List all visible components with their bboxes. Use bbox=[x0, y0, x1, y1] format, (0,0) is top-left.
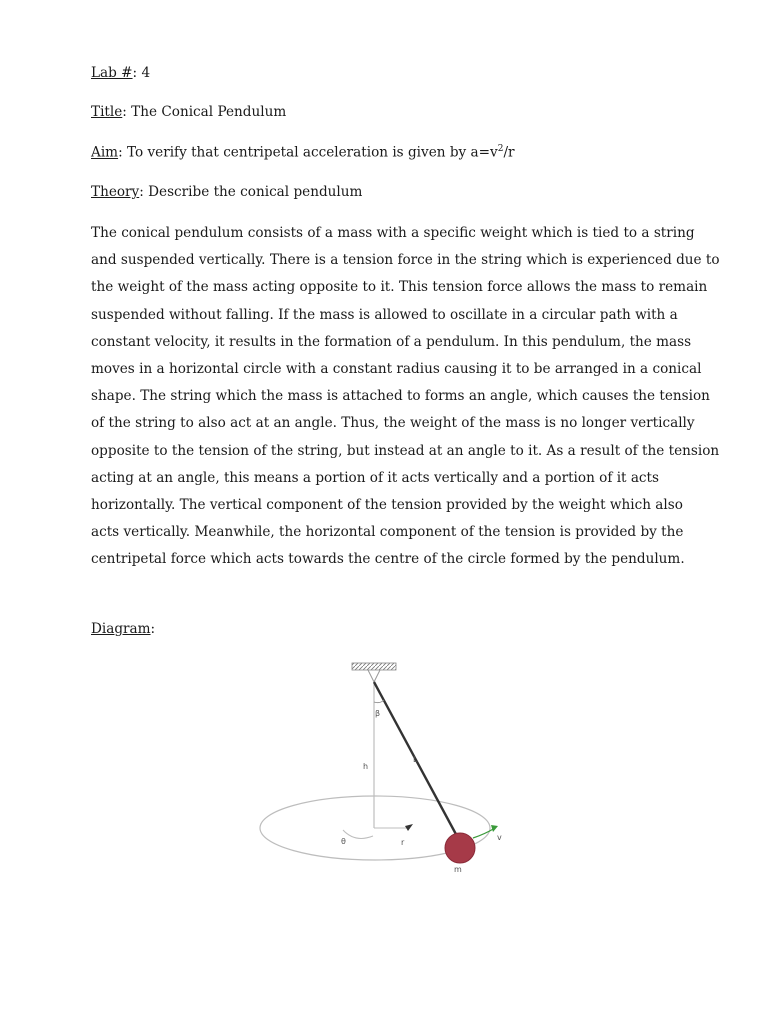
length-label: L bbox=[413, 755, 418, 764]
paragraph-line: and suspended vertically. There is a tension force in the string which is experienced due to bbox=[91, 252, 720, 269]
height-label: h bbox=[363, 762, 369, 771]
paragraph-line: the weight of the mass acting opposite to it. This tension force allows the mass to remain bbox=[91, 279, 708, 296]
theta-arc bbox=[343, 830, 373, 838]
diagram-heading bbox=[91, 621, 155, 637]
paragraph-line: The conical pendulum consists of a mass with a specific weight which is tied to a string bbox=[91, 225, 695, 241]
lab-number bbox=[91, 65, 150, 81]
aim-label: Aim bbox=[91, 144, 119, 161]
aim-superscript: 2 bbox=[497, 144, 504, 154]
diagram-label: Diagram bbox=[91, 621, 151, 637]
ceiling-support bbox=[352, 663, 396, 670]
velocity-arrow-icon bbox=[491, 825, 498, 832]
theory-label: Theory bbox=[91, 184, 140, 200]
paragraph-line: suspended without falling. If the mass is allowed to oscillate in a circular path with a bbox=[91, 306, 678, 323]
theta-label: θ bbox=[341, 837, 346, 846]
paragraph-line: opposite to the tension of the string, but instead at an angle to it. As a result of the tension bbox=[91, 442, 720, 459]
theory-value: : Describe the conical pendulum bbox=[139, 184, 363, 200]
paragraph-line: constant velocity, it results in the formation of a pendulum. In this pendulum, the mass bbox=[91, 333, 692, 350]
paragraph-line: of the string to also act at an angle. Thus, the weight of the mass is no longer vertically bbox=[91, 415, 695, 432]
title-value: : The Conical Pendulum bbox=[122, 104, 287, 120]
mass-label: m bbox=[454, 865, 462, 874]
paragraph-line: shape. The string which the mass is attached to forms an angle, which causes the tension bbox=[91, 388, 710, 405]
velocity-label: v bbox=[497, 833, 502, 842]
pivot-hook bbox=[368, 670, 380, 682]
theory-paragraph bbox=[91, 220, 720, 574]
paragraph-line: horizontally. The vertical component of the tension provided by the weight which also bbox=[91, 497, 683, 514]
aim-value-end: /r bbox=[503, 144, 515, 161]
diagram-label-suffix: : bbox=[150, 621, 156, 637]
radius-arrow-icon bbox=[405, 824, 413, 831]
lab-label: Lab # bbox=[91, 65, 133, 81]
title-line bbox=[91, 104, 286, 120]
beta-label: β bbox=[375, 709, 381, 718]
velocity-arrow bbox=[473, 828, 495, 838]
pendulum-bob bbox=[445, 833, 475, 863]
paragraph-line: moves in a horizontal circle with a constant radius causing it to be arranged in a conical bbox=[91, 361, 702, 378]
paragraph-line: centripetal force which acts towards the centre of the circle formed by the pendulum. bbox=[91, 551, 685, 568]
lab-value: : 4 bbox=[132, 65, 151, 81]
radius-label: r bbox=[401, 838, 405, 847]
aim-value: : To verify that centripetal acceleration is given by a=v bbox=[118, 144, 498, 161]
paragraph-line: acts vertically. Meanwhile, the horizontal component of the tension is provided by the bbox=[91, 524, 684, 541]
paragraph-line: acting at an angle, this means a portion of it acts vertically and a portion of it acts bbox=[91, 469, 659, 486]
theory-line bbox=[91, 184, 362, 200]
conical-pendulum-diagram bbox=[255, 658, 515, 878]
beta-arc bbox=[374, 700, 384, 703]
title-label: Title bbox=[91, 104, 123, 120]
aim-line bbox=[91, 144, 515, 161]
